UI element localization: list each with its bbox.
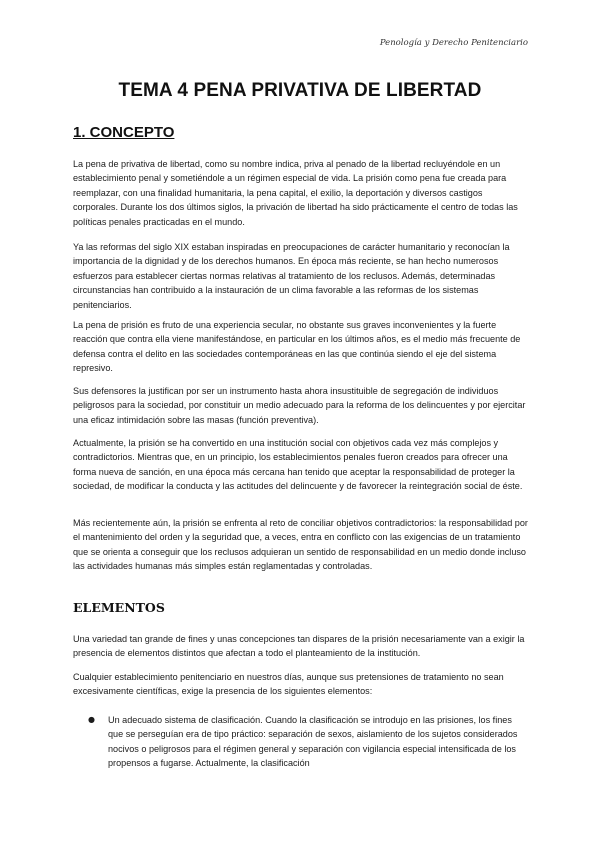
list-item-text: Un adecuado sistema de clasificación. Cuando la clasificación se introdujo en las prisiones, los fines que se perseguían era de tipo práctico: separación de sexos, aislamiento de los sujetos considerados nocivos o peligrosos para el régimen general y separación con vigilancia especial intensificada de los propensos a fugarse. Actualmente, la clasificación	[108, 715, 518, 769]
running-header: Penología y Derecho Penitenciario	[379, 38, 528, 48]
paragraph-6: Más recientemente aún, la prisión se enfrenta al reto de conciliar objetivos contradictorios: la responsabilidad por el mantenimiento del orden y la seguridad que, a veces, entra en conflicto con las exigencias de un tratamiento que se orienta a conseguir que los reclusos adquieran un sentido de responsabilidad en un medio donde incluso las actividades humanas más simples están reglamentadas y controladas.	[73, 518, 528, 572]
section-heading-elementos: ELEMENTOS	[73, 600, 165, 615]
page-title: TEMA 4 PENA PRIVATIVA DE LIBERTAD	[118, 80, 482, 101]
paragraph-5: Actualmente, la prisión se ha convertido en una institución social con objetivos cada vez más complejos y contradictorios. Mientras que, en un principio, los establecimientos penales fueron creados para ofrecer una forma nueva de sanción, en una época más cercana han tenido que aceptar la responsabilidad de proteger la sociedad, de modificar la conducta y las actitudes del delincuente y de favorecer la reintegración social de éste.	[73, 438, 523, 492]
paragraph-8: Cualquier establecimiento penitenciario en nuestros días, aunque sus pretensiones de tratamiento no sean excesivamente científicas, exige la presencia de los siguientes elementos:	[73, 672, 504, 697]
paragraph-1: La pena de privativa de libertad, como su nombre indica, priva al penado de la libertad recluyéndole en un establecimiento penal y sometiéndole a un régimen especial de vida. La prisión como pena fue creada para reemplazar, con una finalidad humanitaria, la pena capital, el exilio, la deportación y diversos castigos corporales. Durante los dos últimos siglos, la privación de libertad ha sido prácticamente el centro de todas las políticas penales practicadas en el mundo.	[73, 159, 518, 227]
paragraph-4: Sus defensores la justifican por ser un instrumento hasta ahora insustituible de segregación de individuos peligrosos para la sociedad, por constituir un medio adecuado para la reforma de los delincuentes y por ejercitar una eficaz intimidación sobre las masas (función preventiva).	[73, 386, 526, 425]
paragraph-7: Una variedad tan grande de fines y unas concepciones tan dispares de la prisión necesariamente van a exigir la presencia de elementos distintos que afectan a todo el planteamiento de la institución.	[73, 634, 525, 659]
paragraph-3: La pena de prisión es fruto de una experiencia secular, no obstante sus graves inconvenientes y la fuerte reacción que contra ella viene manifestándose, en particular en los últimos años, es el medio más frecuente de defensa contra el delito en las sociedades contemporáneas en las que continúa siendo el eje del sistema represivo.	[73, 320, 521, 374]
bullet-icon: ●	[88, 715, 95, 724]
paragraph-2: Ya las reformas del siglo XIX estaban inspiradas en preocupaciones de carácter humanitario y reconocían la importancia de la dignidad y de los derechos humanos. En época más reciente, se han hecho numerosos esfuerzos para establecer ciertas normas relativas al tratamiento de los reclusos. Además, determinadas circunstancias han contribuido a la instauración de un clima favorable a las reformas de los sistemas penitenciarios.	[73, 242, 510, 310]
section-heading-concepto: 1. CONCEPTO	[73, 124, 175, 141]
